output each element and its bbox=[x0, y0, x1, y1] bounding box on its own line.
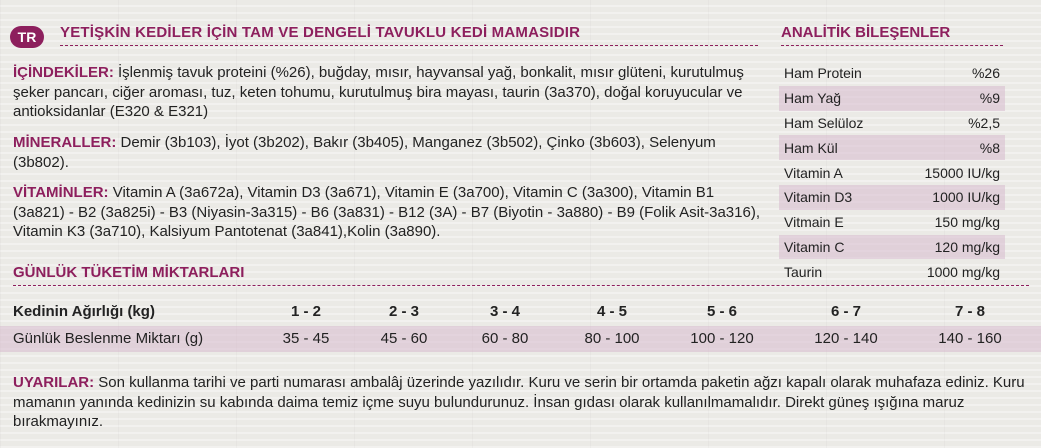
analytic-row bbox=[779, 210, 1005, 235]
amount-cell: 60 - 80 bbox=[481, 330, 529, 347]
analytic-title: ANALİTİK BİLEŞENLER bbox=[781, 24, 951, 41]
ingredients-paragraph bbox=[13, 63, 765, 122]
analytic-value: %9 bbox=[979, 90, 1000, 107]
warnings-paragraph bbox=[13, 373, 1028, 432]
analytic-name: Ham Kül bbox=[784, 139, 838, 156]
amount-cell: 80 - 100 bbox=[584, 330, 640, 347]
weight-cell: 6 - 7 bbox=[830, 303, 862, 320]
analytic-name: Ham Selüloz bbox=[784, 114, 864, 131]
page-title: YETİŞKİN KEDİLER İÇİN TAM VE DENGELİ TAVUKLU KEDİ MAMASIDIR bbox=[60, 24, 581, 41]
warnings-text: Son kullanma tarihi ve parti numarası ambalâj üzerinde yazılıdır. Kuru ve serin bir ortamda paketin ağzı kapalı olarak muhafaza ediniz. Kuru mamanın yanında kedinizin su kabında daima temiz içme suyu bulundurunuz. İnsan gıdası olarak kullanılmamalıdır. Direkt güneş ışığına maruz bırakmayınız. bbox=[13, 374, 1025, 430]
amount-cell: 35 - 45 bbox=[282, 330, 330, 347]
analytic-name: Ham Protein bbox=[784, 65, 862, 82]
analytic-value: 15000 IU/kg bbox=[924, 164, 1000, 181]
analytic-table bbox=[779, 61, 1005, 284]
analytic-name: Ham Yağ bbox=[784, 90, 842, 107]
analytic-name: Vitamin D3 bbox=[784, 189, 853, 206]
analytic-value: %26 bbox=[971, 65, 1000, 82]
weight-cell: 1 - 2 bbox=[290, 303, 322, 320]
analytic-row bbox=[779, 135, 1005, 160]
minerals-label: MİNERALLER: bbox=[13, 134, 117, 151]
analytic-divider bbox=[781, 45, 1003, 46]
analytic-row bbox=[779, 160, 1005, 185]
analytic-value: 120 mg/kg bbox=[934, 238, 1000, 255]
daily-consumption-title: GÜNLÜK TÜKETİM MİKTARLARI bbox=[13, 264, 245, 281]
analytic-value: %8 bbox=[979, 139, 1000, 156]
weight-cell: 2 - 3 bbox=[388, 303, 420, 320]
minerals-text: Demir (3b103), İyot (3b202), Bakır (3b405), Manganez (3b502), Çinko (3b603), Selenyum (3b802). bbox=[13, 134, 716, 171]
title-divider bbox=[60, 45, 758, 46]
analytic-name: Vitmain E bbox=[784, 214, 844, 231]
weight-cell: 5 - 6 bbox=[706, 303, 738, 320]
analytic-name: Taurin bbox=[784, 263, 823, 280]
weight-cell: 4 - 5 bbox=[596, 303, 628, 320]
analytic-row bbox=[779, 235, 1005, 260]
language-badge: TR bbox=[10, 26, 44, 48]
vitamins-paragraph bbox=[13, 183, 765, 242]
weight-row bbox=[0, 299, 1041, 325]
analytic-row bbox=[779, 61, 1005, 86]
analytic-row bbox=[779, 111, 1005, 136]
minerals-paragraph bbox=[13, 133, 765, 172]
analytic-name: Vitamin C bbox=[784, 238, 845, 255]
analytic-row bbox=[779, 185, 1005, 210]
ingredients-text: İşlenmiş tavuk proteini (%26), buğday, mısır, hayvansal yağ, bonkalit, mısır glüteni, kurutulmuş şeker pancarı, ciğer aroması, tuz, keten tohumu, kurutulmuş bira mayası, taurin (3a370), doğal koruyucular ve antioksidanlar (E320 & E321) bbox=[13, 64, 744, 120]
analytic-value: 1000 mg/kg bbox=[926, 263, 1000, 280]
weight-cell: 3 - 4 bbox=[489, 303, 521, 320]
weight-label: Kedinin Ağırlığı (kg) bbox=[13, 303, 155, 320]
ingredients-label: İÇİNDEKİLER: bbox=[13, 64, 114, 81]
amount-cell: 140 - 160 bbox=[938, 330, 1002, 347]
vitamins-label: VİTAMİNLER: bbox=[13, 184, 109, 201]
daily-divider bbox=[13, 285, 1029, 286]
analytic-row bbox=[779, 259, 1005, 284]
amount-cell: 45 - 60 bbox=[380, 330, 428, 347]
analytic-value: 150 mg/kg bbox=[934, 214, 1000, 231]
warnings-label: UYARILAR: bbox=[13, 374, 95, 391]
analytic-name: Vitamin A bbox=[784, 164, 843, 181]
analytic-row bbox=[779, 86, 1005, 111]
amount-cell: 120 - 140 bbox=[814, 330, 878, 347]
amount-label: Günlük Beslenme Miktarı (g) bbox=[13, 330, 204, 347]
weight-cell: 7 - 8 bbox=[954, 303, 986, 320]
vitamins-text: Vitamin A (3a672a), Vitamin D3 (3a671), Vitamin E (3a700), Vitamin C (3a300), Vitamin B1 (3a821) - B2 (3a825i) - B3 (Niyasin-3a315) - B6 (3a831) - B12 (3A) - B7 (Biyotin - 3a880) - B9 (Folik Asit-3a316), Vitamin K3 (3a710), Kalsiyum Pantotenat (3a841),Kolin (3a890). bbox=[13, 184, 760, 240]
analytic-value: 1000 IU/kg bbox=[932, 189, 1000, 206]
analytic-value: %2,5 bbox=[968, 114, 1000, 131]
amount-cell: 100 - 120 bbox=[690, 330, 754, 347]
amount-row bbox=[0, 326, 1041, 352]
